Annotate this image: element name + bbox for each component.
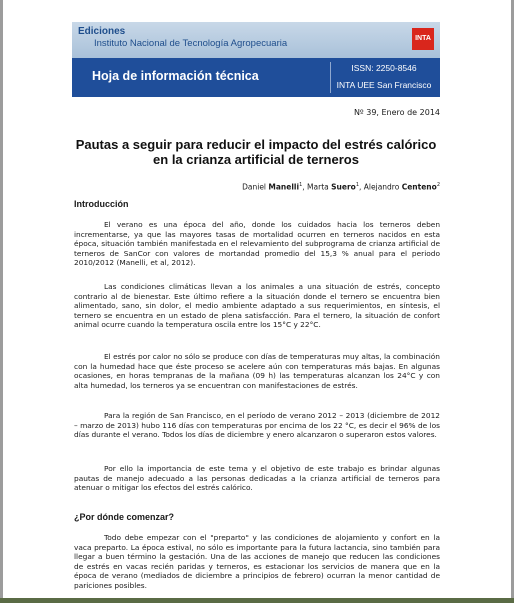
issn-label: ISSN: 2250-8546	[351, 63, 417, 73]
paragraph: El estrés por calor no sólo se produce con días de temperaturas muy altas, la combinación con la humedad hace que éste proceso se acelere aún con temperaturas más bajas. En algunas ocasiones, en horas tempranas de la mañana (09 h) las temperaturas alcanzan los 24°C y con alta humedad, los terneros ya se encuentran con manifestaciones de estrés.	[74, 352, 440, 390]
series-title: Hoja de información técnica	[92, 69, 259, 83]
viewer-bottom-bar	[0, 598, 514, 603]
header-top-band	[72, 22, 440, 58]
section-heading: Introducción	[74, 199, 129, 209]
document-title: Pautas a seguir para reducir el impacto del estrés calórico en la crianza artificial de terneros	[75, 137, 437, 167]
section-heading: ¿Por dónde comenzar?	[74, 512, 175, 522]
header-divider	[330, 62, 331, 93]
author-list: Daniel Manelli$^1$, Marta Suero$^1$, Alejandro Centeno$^2$	[242, 182, 440, 192]
instituto-label: Instituto Nacional de Tecnología Agropecuaria	[94, 38, 288, 49]
author-affiliation: 1	[355, 182, 359, 188]
author-last: Manelli	[268, 182, 300, 192]
author-first: Alejandro	[363, 182, 400, 192]
author-first: Marta	[307, 182, 329, 192]
unit-label: INTA UEE San Francisco	[336, 80, 432, 90]
paragraph: Para la región de San Francisco, en el período de verano 2012 – 2013 (diciembre de 2012 – marzo de 2013) hubo 116 días con temperaturas por encima de los 22 °C, es decir el 96% de los días durante el verano. Todos los días de diciembre y enero alcanzaron o superaron estos valores.	[74, 411, 440, 439]
author-last: Suero	[331, 182, 356, 192]
ediciones-label: Ediciones	[78, 26, 126, 37]
paragraph: Todo debe empezar con el "preparto" y las condiciones de alojamiento y confort en la vaca preparto. La época estival, no sólo es importante para la futura lactancia, sino también para llegar a buen término la gestación. Una de las acciones de manejo que reducen las condiciones de estrés en vacas recién paridas y terneros, es estacionar los servicios de manera que en la época de verano (mediados de diciembre a principios de febrero) ocurran la menor cantidad de pariciones posibles.	[74, 533, 440, 590]
author-first: Daniel	[242, 182, 267, 192]
paragraph: Las condiciones climáticas llevan a los animales a una situación de estrés, concepto contrario al de bienestar. Este último refiere a la situación donde el ternero se encuentra bien alimentado, sano, sin dolor, el medio ambiente adaptado a sus requerimientos, en síntesis, el ternero se encuentra en un estado de plena satisfacción. Para el ternero, la situación de confort animal ocurre cuando la temperatura oscila entre los 15°C y 22°C.	[74, 282, 440, 329]
issue-number: Nº 39, Enero de 2014	[353, 108, 440, 117]
header-banner	[72, 22, 440, 97]
paragraph: El verano es una época del año, donde los cuidados hacia los terneros deben incrementarse, ya que las mayores tasas de mortalidad ocurren en terneros nacidos en esta época, situación también manifestada en el relevamiento del subprograma de crianza artificial de terneros de SanCor con valores de mortandad promedio del 15,3 % anual para el periodo 2010/2012 (Manelli, et al, 2012).	[74, 220, 440, 267]
inta-logo: INTA	[412, 28, 434, 50]
header-bottom-band	[72, 58, 440, 97]
author-affiliation: 1	[299, 182, 303, 188]
viewer-left-edge	[0, 0, 3, 603]
author-last: Centeno	[401, 182, 437, 192]
author-affiliation: 2	[436, 182, 440, 188]
paragraph: Por ello la importancia de este tema y el objetivo de este trabajo es brindar algunas pautas de manejo adecuado a las personas dedicadas a la crianza artificial de terneros para atenuar o mitigar los efectos del estrés calórico.	[74, 464, 440, 492]
